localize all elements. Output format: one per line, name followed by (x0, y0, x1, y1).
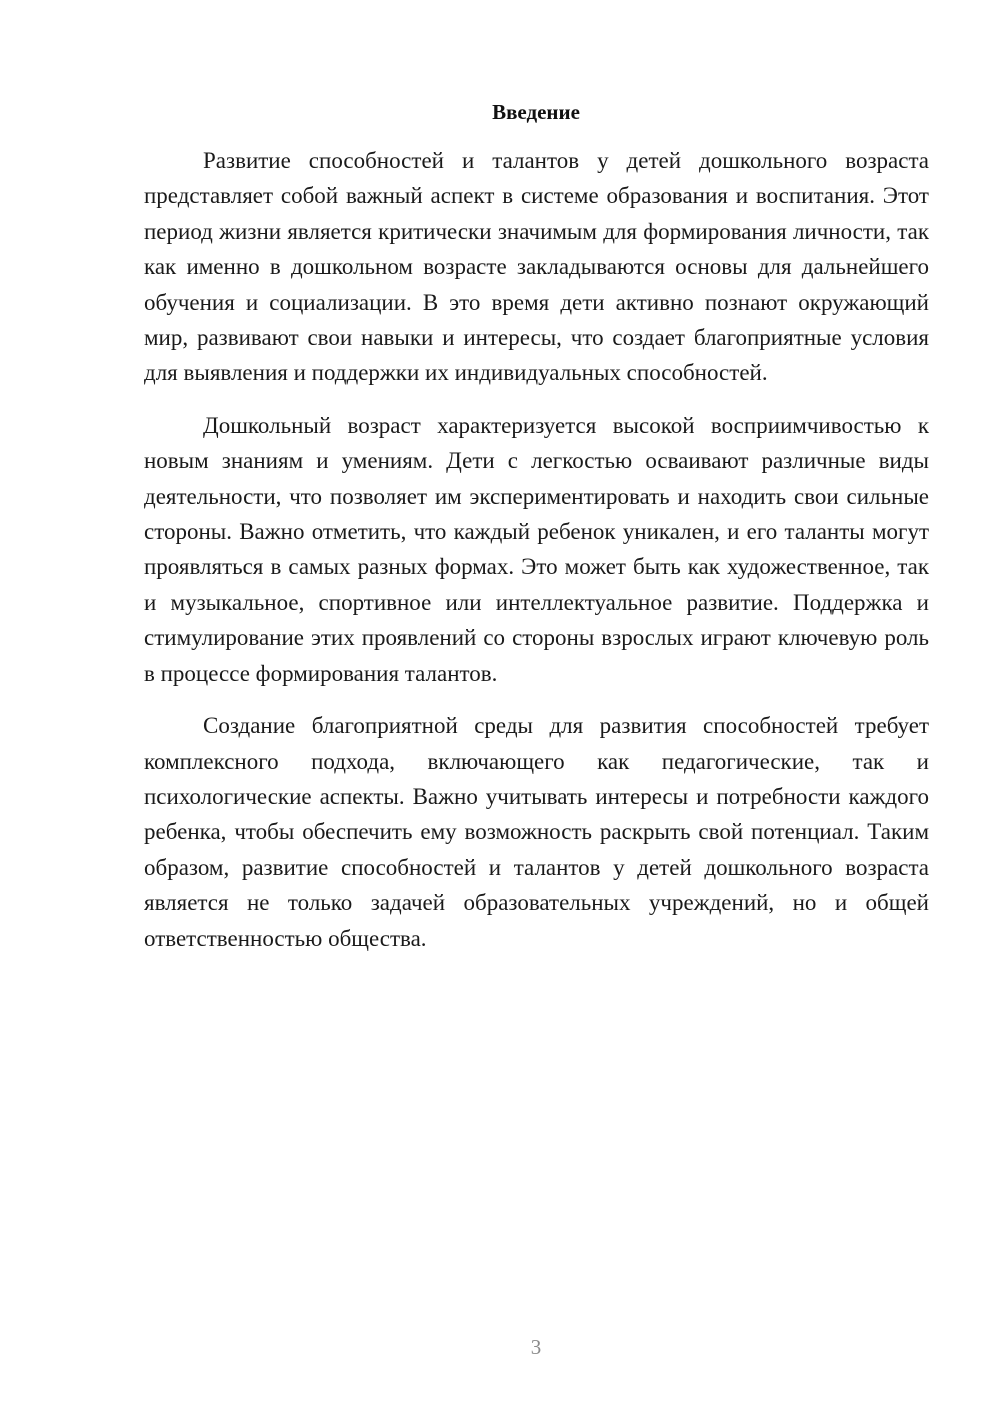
paragraph-3: Создание благоприятной среды для развития способностей требует комплексного подхода, включающего как педагогические, так и психологические аспекты. Важно учитывать интересы и потребности каждого ребенка, чтобы обеспечить ему возможность раскрыть свой потенциал. Таким образом, развитие способностей и талантов у детей дошкольного возраста является не только задачей образовательных учреждений, но и общей ответственностью общества. (144, 713, 929, 951)
paragraph-1: Развитие способностей и талантов у детей дошкольного возраста представляет собой важный аспект в системе образования и воспитания. Этот период жизни является критически значимым для формирования личности, так как именно в дошкольном возрасте закладываются основы для дальнейшего обучения и социализации. В это время дети активно познают окружающий мир, развивают свои навыки и интересы, что создает благоприятные условия для выявления и поддержки их индивидуальных способностей. (144, 148, 929, 386)
document-title: Введение (492, 100, 580, 124)
page-number: 3 (530, 1335, 542, 1359)
document-body (144, 143, 929, 973)
paragraph-2: Дошкольный возраст характеризуется высокой восприимчивостью к новым знаниям и умениям. Дети с легкостью осваивают различные виды деятельности, что позволяет им экспериментировать и находить свои сильные стороны. Важно отметить, что каждый ребенок уникален, и его таланты могут проявляться в самых разных формах. Это может быть как художественное, так и музыкальное, спортивное или интеллектуальное развитие. Поддержка и стимулирование этих проявлений со стороны взрослых играют ключевую роль в процессе формирования талантов. (144, 412, 929, 686)
